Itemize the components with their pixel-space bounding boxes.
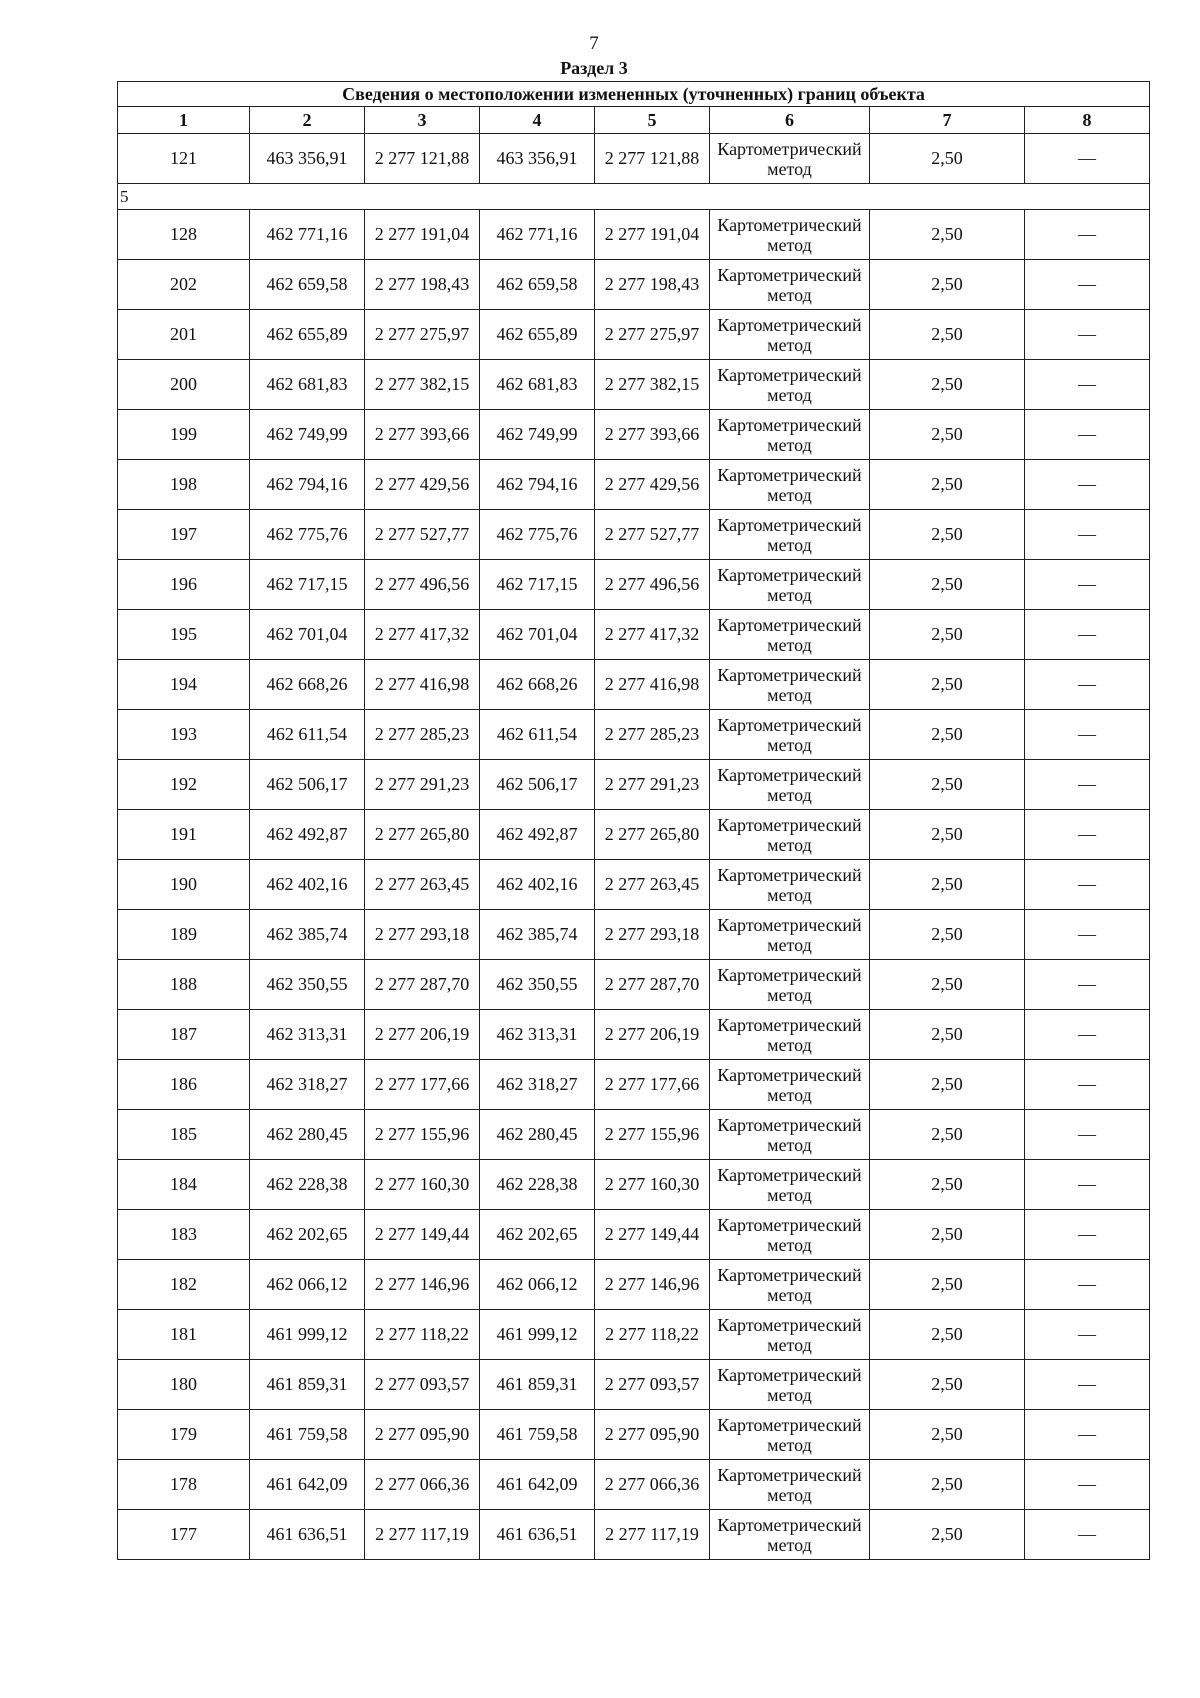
table-row [118,1510,1150,1560]
table-caption-row [118,82,1150,107]
page-number: 7 [589,33,599,54]
y-existing-cell: 2 277 285,23 [365,710,480,760]
note-cell: — [1025,860,1150,910]
x-new-cell: 462 492,87 [480,810,595,860]
y-new-cell: 2 277 146,96 [595,1260,710,1310]
accuracy-cell: 2,50 [870,134,1025,184]
accuracy-cell: 2,50 [870,1210,1025,1260]
point-number-cell: 177 [118,1510,250,1560]
method-cell: Картометрический метод [710,660,870,710]
accuracy-cell: 2,50 [870,1110,1025,1160]
y-new-cell: 2 277 429,56 [595,460,710,510]
point-number-cell: 189 [118,910,250,960]
note-cell: — [1025,1310,1150,1360]
x-existing-cell: 462 771,16 [250,210,365,260]
table-row [118,460,1150,510]
method-cell: Картометрический метод [710,1310,870,1360]
x-new-cell: 462 681,83 [480,360,595,410]
y-existing-cell: 2 277 066,36 [365,1460,480,1510]
x-existing-cell: 462 313,31 [250,1010,365,1060]
method-cell: Картометрический метод [710,560,870,610]
accuracy-cell: 2,50 [870,1460,1025,1510]
y-existing-cell: 2 277 293,18 [365,910,480,960]
accuracy-cell: 2,50 [870,860,1025,910]
table-caption: Сведения о местоположении измененных (уточненных) границ объекта [118,82,1150,107]
accuracy-cell: 2,50 [870,410,1025,460]
table-row [118,1160,1150,1210]
point-number-cell: 200 [118,360,250,410]
x-new-cell: 462 749,99 [480,410,595,460]
note-cell: — [1025,1110,1150,1160]
accuracy-cell: 2,50 [870,560,1025,610]
y-new-cell: 2 277 393,66 [595,410,710,460]
y-existing-cell: 2 277 095,90 [365,1410,480,1460]
column-header: 4 [480,107,595,134]
accuracy-cell: 2,50 [870,760,1025,810]
x-existing-cell: 462 228,38 [250,1160,365,1210]
x-new-cell: 461 999,12 [480,1310,595,1360]
column-header: 3 [365,107,480,134]
y-new-cell: 2 277 191,04 [595,210,710,260]
method-cell: Картометрический метод [710,1460,870,1510]
table-row [118,1060,1150,1110]
y-existing-cell: 2 277 118,22 [365,1310,480,1360]
y-existing-cell: 2 277 417,32 [365,610,480,660]
point-number-cell: 202 [118,260,250,310]
y-new-cell: 2 277 265,80 [595,810,710,860]
method-cell: Картометрический метод [710,134,870,184]
x-new-cell: 462 350,55 [480,960,595,1010]
note-cell: — [1025,260,1150,310]
x-new-cell: 463 356,91 [480,134,595,184]
point-number-cell: 186 [118,1060,250,1110]
method-cell: Картометрический метод [710,960,870,1010]
note-cell: — [1025,1160,1150,1210]
y-existing-cell: 2 277 287,70 [365,960,480,1010]
y-new-cell: 2 277 416,98 [595,660,710,710]
note-cell: — [1025,210,1150,260]
point-number-cell: 196 [118,560,250,610]
y-new-cell: 2 277 293,18 [595,910,710,960]
point-number-cell: 193 [118,710,250,760]
note-cell: — [1025,460,1150,510]
y-new-cell: 2 277 527,77 [595,510,710,560]
column-header: 2 [250,107,365,134]
point-number-cell: 187 [118,1010,250,1060]
accuracy-cell: 2,50 [870,1410,1025,1460]
y-existing-cell: 2 277 429,56 [365,460,480,510]
x-new-cell: 461 642,09 [480,1460,595,1510]
accuracy-cell: 2,50 [870,210,1025,260]
point-number-cell: 181 [118,1310,250,1360]
accuracy-cell: 2,50 [870,360,1025,410]
contour-row [118,184,1150,210]
x-existing-cell: 462 280,45 [250,1110,365,1160]
x-existing-cell: 462 749,99 [250,410,365,460]
note-cell: — [1025,310,1150,360]
y-existing-cell: 2 277 265,80 [365,810,480,860]
x-new-cell: 462 506,17 [480,760,595,810]
table-row [118,910,1150,960]
accuracy-cell: 2,50 [870,910,1025,960]
x-new-cell: 462 659,58 [480,260,595,310]
y-new-cell: 2 277 382,15 [595,360,710,410]
x-new-cell: 462 313,31 [480,1010,595,1060]
column-header: 6 [710,107,870,134]
x-new-cell: 462 066,12 [480,1260,595,1310]
method-cell: Картометрический метод [710,1410,870,1460]
x-existing-cell: 461 759,58 [250,1410,365,1460]
y-existing-cell: 2 277 117,19 [365,1510,480,1560]
note-cell: — [1025,134,1150,184]
table-row [118,510,1150,560]
x-existing-cell: 463 356,91 [250,134,365,184]
accuracy-cell: 2,50 [870,960,1025,1010]
method-cell: Картометрический метод [710,1210,870,1260]
table-row [118,1110,1150,1160]
x-new-cell: 461 859,31 [480,1360,595,1410]
note-cell: — [1025,760,1150,810]
point-number-cell: 128 [118,210,250,260]
x-new-cell: 462 280,45 [480,1110,595,1160]
accuracy-cell: 2,50 [870,660,1025,710]
x-new-cell: 462 668,26 [480,660,595,710]
point-number-cell: 197 [118,510,250,560]
accuracy-cell: 2,50 [870,460,1025,510]
note-cell: — [1025,1060,1150,1110]
table-row [118,1260,1150,1310]
y-existing-cell: 2 277 382,15 [365,360,480,410]
table-row [118,760,1150,810]
y-new-cell: 2 277 149,44 [595,1210,710,1260]
method-cell: Картометрический метод [710,1260,870,1310]
x-existing-cell: 462 506,17 [250,760,365,810]
point-number-cell: 191 [118,810,250,860]
method-cell: Картометрический метод [710,1010,870,1060]
method-cell: Картометрический метод [710,1110,870,1160]
x-existing-cell: 461 859,31 [250,1360,365,1410]
y-existing-cell: 2 277 496,56 [365,560,480,610]
note-cell: — [1025,560,1150,610]
table-row [118,960,1150,1010]
accuracy-cell: 2,50 [870,310,1025,360]
y-new-cell: 2 277 198,43 [595,260,710,310]
point-number-cell: 178 [118,1460,250,1510]
method-cell: Картометрический метод [710,1060,870,1110]
y-existing-cell: 2 277 149,44 [365,1210,480,1260]
note-cell: — [1025,660,1150,710]
y-new-cell: 2 277 285,23 [595,710,710,760]
y-new-cell: 2 277 117,19 [595,1510,710,1560]
method-cell: Картометрический метод [710,760,870,810]
x-existing-cell: 462 611,54 [250,710,365,760]
point-number-cell: 194 [118,660,250,710]
x-new-cell: 462 771,16 [480,210,595,260]
note-cell: — [1025,510,1150,560]
point-number-cell: 192 [118,760,250,810]
table-row [118,860,1150,910]
note-cell: — [1025,610,1150,660]
note-cell: — [1025,710,1150,760]
x-new-cell: 462 611,54 [480,710,595,760]
method-cell: Картометрический метод [710,1160,870,1210]
x-existing-cell: 462 202,65 [250,1210,365,1260]
y-existing-cell: 2 277 121,88 [365,134,480,184]
accuracy-cell: 2,50 [870,1310,1025,1360]
point-number-cell: 121 [118,134,250,184]
y-new-cell: 2 277 417,32 [595,610,710,660]
table-row [118,1010,1150,1060]
table-row [118,1210,1150,1260]
method-cell: Картометрический метод [710,610,870,660]
x-existing-cell: 462 668,26 [250,660,365,710]
note-cell: — [1025,810,1150,860]
y-new-cell: 2 277 496,56 [595,560,710,610]
point-number-cell: 180 [118,1360,250,1410]
x-new-cell: 462 402,16 [480,860,595,910]
method-cell: Картометрический метод [710,1510,870,1560]
x-existing-cell: 462 385,74 [250,910,365,960]
method-cell: Картометрический метод [710,310,870,360]
method-cell: Картометрический метод [710,260,870,310]
x-new-cell: 462 202,65 [480,1210,595,1260]
method-cell: Картометрический метод [710,1360,870,1410]
x-new-cell: 462 228,38 [480,1160,595,1210]
y-new-cell: 2 277 287,70 [595,960,710,1010]
x-existing-cell: 462 701,04 [250,610,365,660]
x-existing-cell: 462 492,87 [250,810,365,860]
column-header: 8 [1025,107,1150,134]
x-existing-cell: 461 999,12 [250,1310,365,1360]
y-existing-cell: 2 277 146,96 [365,1260,480,1310]
x-existing-cell: 461 636,51 [250,1510,365,1560]
y-new-cell: 2 277 093,57 [595,1360,710,1410]
column-header: 1 [118,107,250,134]
accuracy-cell: 2,50 [870,610,1025,660]
table-row [118,660,1150,710]
point-number-cell: 179 [118,1410,250,1460]
x-new-cell: 462 717,15 [480,560,595,610]
x-new-cell: 462 794,16 [480,460,595,510]
note-cell: — [1025,910,1150,960]
accuracy-cell: 2,50 [870,1510,1025,1560]
method-cell: Картометрический метод [710,910,870,960]
table-row [118,1460,1150,1510]
note-cell: — [1025,1010,1150,1060]
x-new-cell: 461 759,58 [480,1410,595,1460]
column-header: 7 [870,107,1025,134]
accuracy-cell: 2,50 [870,710,1025,760]
x-existing-cell: 462 659,58 [250,260,365,310]
x-existing-cell: 462 402,16 [250,860,365,910]
accuracy-cell: 2,50 [870,1060,1025,1110]
x-existing-cell: 462 794,16 [250,460,365,510]
x-new-cell: 462 655,89 [480,310,595,360]
x-new-cell: 462 318,27 [480,1060,595,1110]
y-new-cell: 2 277 177,66 [595,1060,710,1110]
point-number-cell: 190 [118,860,250,910]
y-existing-cell: 2 277 206,19 [365,1010,480,1060]
x-new-cell: 462 775,76 [480,510,595,560]
table-row [118,134,1150,184]
method-cell: Картометрический метод [710,860,870,910]
y-existing-cell: 2 277 393,66 [365,410,480,460]
y-new-cell: 2 277 066,36 [595,1460,710,1510]
note-cell: — [1025,1360,1150,1410]
table-row [118,610,1150,660]
note-cell: — [1025,1510,1150,1560]
y-existing-cell: 2 277 160,30 [365,1160,480,1210]
section-title: Раздел 3 [560,58,628,78]
column-header: 5 [595,107,710,134]
y-existing-cell: 2 277 093,57 [365,1360,480,1410]
y-existing-cell: 2 277 177,66 [365,1060,480,1110]
x-new-cell: 462 385,74 [480,910,595,960]
table-row [118,1360,1150,1410]
accuracy-cell: 2,50 [870,1160,1025,1210]
y-existing-cell: 2 277 191,04 [365,210,480,260]
y-existing-cell: 2 277 155,96 [365,1110,480,1160]
point-number-cell: 184 [118,1160,250,1210]
y-new-cell: 2 277 263,45 [595,860,710,910]
point-number-cell: 199 [118,410,250,460]
accuracy-cell: 2,50 [870,1260,1025,1310]
note-cell: — [1025,1260,1150,1310]
accuracy-cell: 2,50 [870,1010,1025,1060]
y-existing-cell: 2 277 527,77 [365,510,480,560]
note-cell: — [1025,410,1150,460]
column-header-row [118,107,1150,134]
y-existing-cell: 2 277 275,97 [365,310,480,360]
method-cell: Картометрический метод [710,360,870,410]
x-existing-cell: 462 066,12 [250,1260,365,1310]
point-number-cell: 195 [118,610,250,660]
table-row [118,210,1150,260]
y-new-cell: 2 277 275,97 [595,310,710,360]
x-new-cell: 462 701,04 [480,610,595,660]
y-new-cell: 2 277 118,22 [595,1310,710,1360]
table-row [118,710,1150,760]
point-number-cell: 188 [118,960,250,1010]
table-row [118,410,1150,460]
x-existing-cell: 462 350,55 [250,960,365,1010]
table-row [118,560,1150,610]
point-number-cell: 182 [118,1260,250,1310]
coordinates-table [117,81,1150,1560]
y-existing-cell: 2 277 291,23 [365,760,480,810]
method-cell: Картометрический метод [710,710,870,760]
x-existing-cell: 462 775,76 [250,510,365,560]
accuracy-cell: 2,50 [870,1360,1025,1410]
table-row [118,1310,1150,1360]
table-row [118,310,1150,360]
point-number-cell: 183 [118,1210,250,1260]
table-row [118,1410,1150,1460]
x-existing-cell: 461 642,09 [250,1460,365,1510]
table-row [118,360,1150,410]
method-cell: Картометрический метод [710,460,870,510]
y-new-cell: 2 277 121,88 [595,134,710,184]
table-row [118,810,1150,860]
y-new-cell: 2 277 206,19 [595,1010,710,1060]
point-number-cell: 198 [118,460,250,510]
y-existing-cell: 2 277 263,45 [365,860,480,910]
method-cell: Картометрический метод [710,810,870,860]
y-existing-cell: 2 277 198,43 [365,260,480,310]
contour-label: 5 [118,184,1150,210]
note-cell: — [1025,1460,1150,1510]
x-existing-cell: 462 681,83 [250,360,365,410]
note-cell: — [1025,1210,1150,1260]
note-cell: — [1025,960,1150,1010]
y-new-cell: 2 277 160,30 [595,1160,710,1210]
point-number-cell: 201 [118,310,250,360]
method-cell: Картометрический метод [710,210,870,260]
method-cell: Картометрический метод [710,510,870,560]
note-cell: — [1025,1410,1150,1460]
x-new-cell: 461 636,51 [480,1510,595,1560]
accuracy-cell: 2,50 [870,810,1025,860]
note-cell: — [1025,360,1150,410]
x-existing-cell: 462 318,27 [250,1060,365,1110]
y-new-cell: 2 277 095,90 [595,1410,710,1460]
accuracy-cell: 2,50 [870,510,1025,560]
y-new-cell: 2 277 155,96 [595,1110,710,1160]
point-number-cell: 185 [118,1110,250,1160]
y-existing-cell: 2 277 416,98 [365,660,480,710]
method-cell: Картометрический метод [710,410,870,460]
y-new-cell: 2 277 291,23 [595,760,710,810]
table-row [118,260,1150,310]
accuracy-cell: 2,50 [870,260,1025,310]
x-existing-cell: 462 655,89 [250,310,365,360]
x-existing-cell: 462 717,15 [250,560,365,610]
